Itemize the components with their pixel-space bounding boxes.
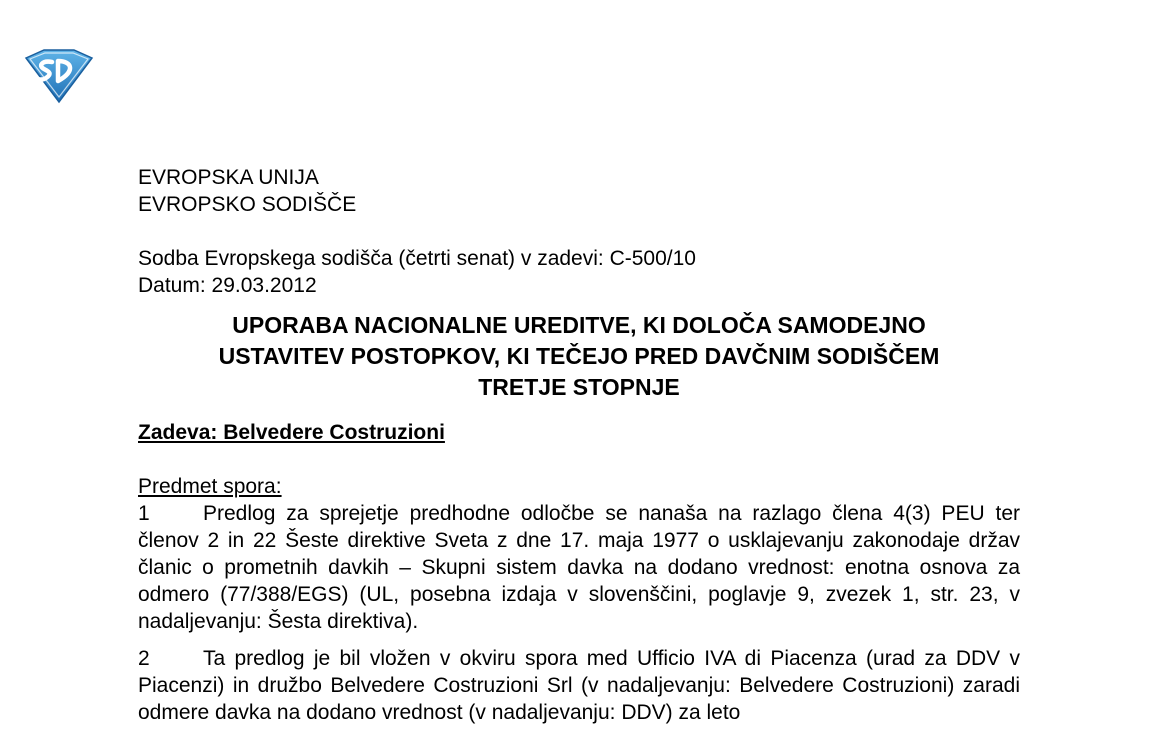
paragraph-number: 2 <box>138 647 150 670</box>
case-reference: Sodba Evropskega sodišča (četrti senat) v zadevi: C-500/10 <box>138 247 696 270</box>
paragraph-text: Predlog za sprejetje predhodne odločbe se nanaša na razlago člena 4(3) PEU ter členov 2 in 22 Šeste direktive Sveta z dne 17. maja 1977 o usklajevanju zakonodaje držav članic o prometnih davkih – Skupni sistem davka na dodano vrednost: enotna osnova za odmero (77/388/EGS) (UL, posebna izdaja v slovenščini, poglavje 9, zvezek 1, str. 23, v nadaljevanju: Šesta direktiva). <box>138 502 1020 633</box>
paragraph-number: 1 <box>138 502 150 525</box>
document-title <box>138 299 1020 403</box>
paragraph-2 <box>138 645 1020 726</box>
org-line-court: EVROPSKO SODIŠČE <box>138 193 357 216</box>
title-line-1: UPORABA NACIONALNE UREDITVE, KI DOLOČA SAMODEJNO <box>232 312 926 338</box>
paragraph-text: Ta predlog je bil vložen v okviru spora med Ufficio IVA di Piacenza (urad za DDV v Piacenzi) in družbo Belvedere Costruzioni Srl (v nadaljevanju: Belvedere Costruzioni) zaradi odmere davka na dodano vrednost (v nadaljevanju: DDV) za leto <box>138 647 1020 724</box>
case-date: Datum: 29.03.2012 <box>138 274 317 297</box>
title-line-2: USTAVITEV POSTOPKOV, KI TEČEJO PRED DAVČNIM SODIŠČEM <box>218 343 940 369</box>
document-body <box>138 164 1020 726</box>
title-line-3: TRETJE STOPNJE <box>478 374 680 400</box>
org-line-eu: EVROPSKA UNIJA <box>138 166 319 189</box>
section-heading-predmet: Predmet spora: <box>138 475 282 498</box>
case-subject: Zadeva: Belvedere Costruzioni <box>138 421 445 444</box>
sd-logo <box>22 48 96 104</box>
paragraph-1 <box>138 500 1020 635</box>
